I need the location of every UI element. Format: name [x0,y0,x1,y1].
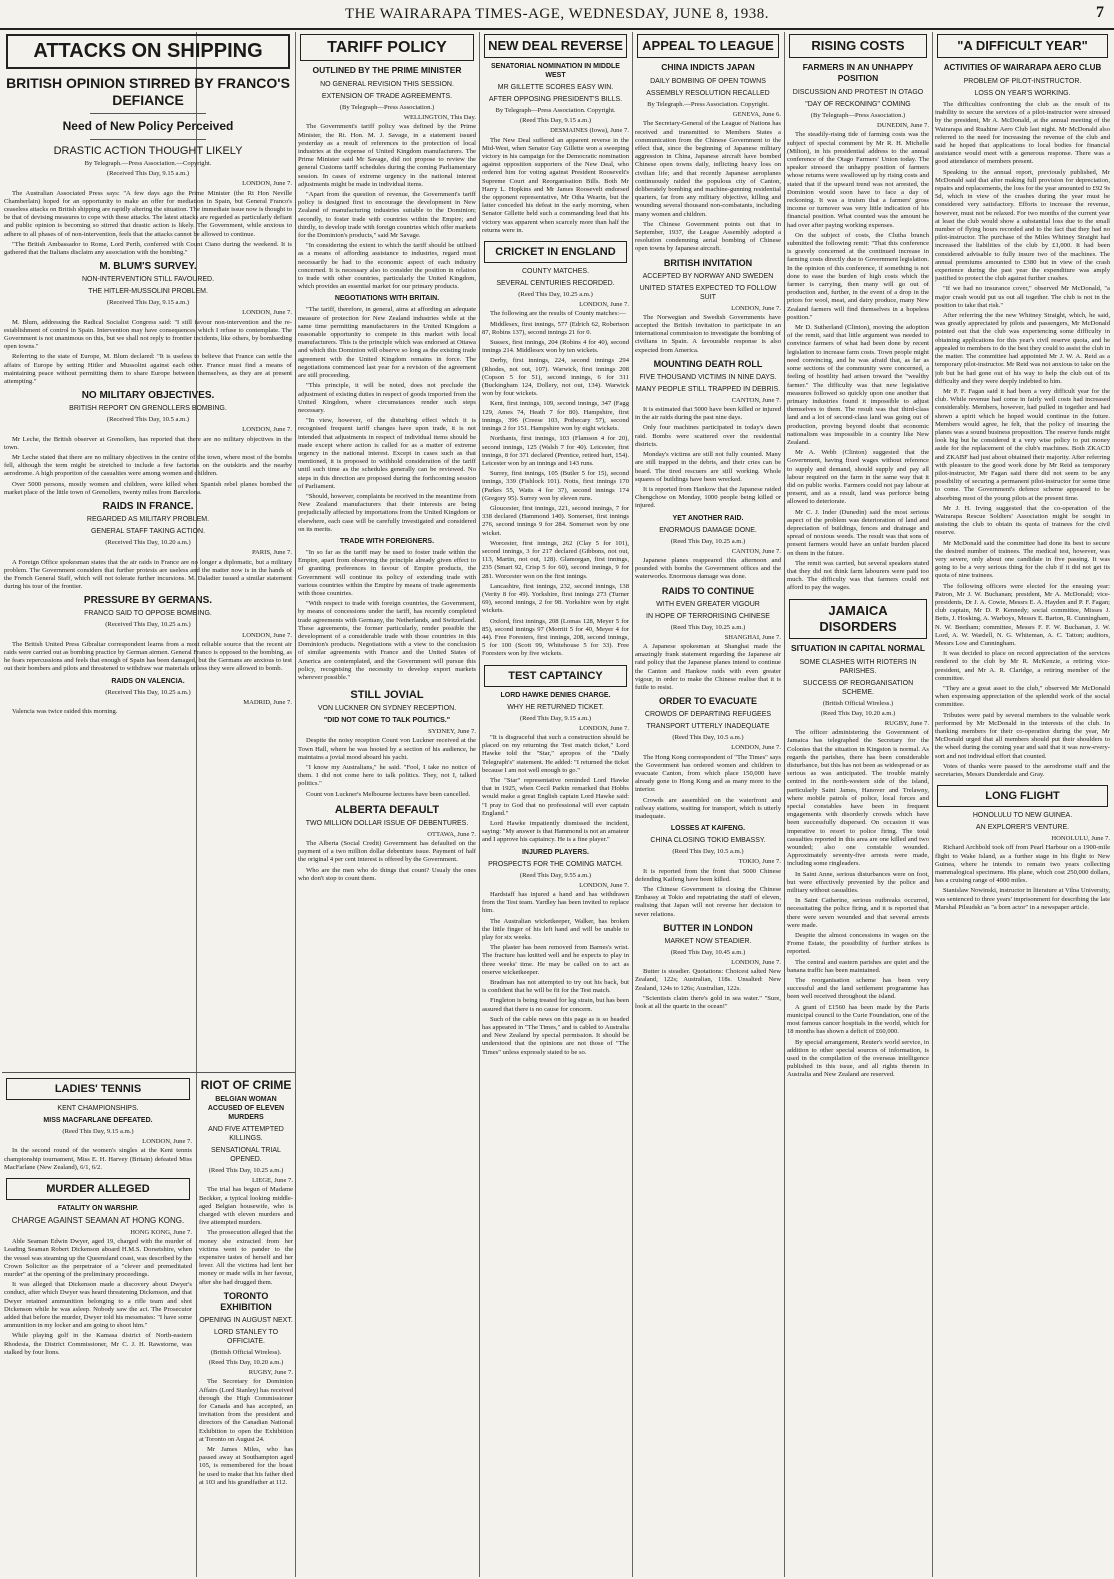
received: (Received This Day, 10.20 a.m.) [105,539,191,547]
paragraph: Worcester, first innings, 262 (Clay 5 for 101), second innings, 3 for 217 declared (Gibbons, not out, 113, Martin, not out, 128). Glamorgan, first innings, 235 (Smart 92, Crisp 5 for 60), second innings, 9 for 281. Worcester won on the first innings. [482,539,629,580]
subhead: SEVERAL CENTURIES RECORDED. [496,280,615,288]
subhead: PROSPECTS FOR THE COMING MATCH. [488,860,623,868]
subhead: LORD STANLEY TO OFFICIATE. [213,1328,279,1345]
section-rule [2,1072,295,1073]
paragraph: The central and eastern parishes are quiet and the banana traffic has been maintained. [787,958,929,974]
subhead: ACCEPTED BY NORWAY AND SWEDEN [642,272,774,280]
headline: RIOT OF CRIME [200,1078,292,1092]
paragraph: Mr Leche stated that there are no military objectives in the centre of the town, where most of the bombs fell, although the term might be stretched to include a few factories on the outskirts and the nearby aerodrome. A high proportion of the casualties were among women and children. [4,454,292,478]
subhead: CROWDS OF DEPARTING REFUGEES [644,711,772,719]
dateline: LONDON, June 7. [142,1138,192,1146]
paragraph: The Norwegian and Swedish Governments have accepted the British invitation to participate in an international commission to investigate the bombing of civilians in Spain. A favourable response is also expected from America. [635,313,781,354]
paragraph: "I know my Australians," he said. "Fool, I take no notice of them. I did not come here to talk politics. They, not I, talked politics." [298,764,476,788]
dateline: DUNEDIN, June 7. [876,122,929,130]
paragraph: The plaster has been removed from Barnes's wrist. The fracture has knitted well and he expects to play in three weeks' time. He may be called on to act as reserve wicketkeeper. [482,944,629,976]
paragraph: The prosecution alleged that the money she extracted from her victims went to pander to the expensive tastes of herself and her lover. All the victims had lent her money or made wills in her favour, after she had drugged them. [199,1229,293,1286]
paragraph: Richard Archbold took off from Pearl Harbour on a 1900-mile flight to Wake Island, as a further stage in his flight to New Guinea, where he intends to remain two years collecting mammalogical specimens. His plane, which cost 250,000 dollars, has a cruising range of 4000 miles. [935,844,1110,885]
headline: "A DIFFICULT YEAR" [937,34,1108,58]
page-number: 7 [1096,4,1104,21]
divider [90,139,205,140]
dateline: LONDON, June 7. [242,631,292,639]
deck: "DAY OF RECKONING" COMING [805,101,911,108]
paragraph: Surrey, first innings, 105 (Butler 5 for 15), second innings, 339 (Fishlock 101). Notts, first innings 170 (Parkes 55, Watts 4 for 37), second innings 174 (Gregory 95). Surrey won by eleven runs. [482,470,629,502]
paragraph: Oxford, first innings, 208 (Lomas 128, Meyer 5 for 85), second innings 97 (Morritt 5 for 40, Meyer 4 for 44). Free Foresters, first innings, 208, second innings, 5 for 100 (Scott 99, Whitehouse 5 for 33). Free Foresters won by five wickets. [482,617,629,658]
article-tariff [298,34,476,1576]
paragraph: A grant of £1560 has been made by the Paris municipal council to the Curie Foundation, one of the most famous cancer hospitals in the world, which for 18 months has shown a deficit of £60,000. [787,1003,929,1036]
headline: CRICKET IN ENGLAND [484,241,627,263]
headline: TEST CAPTAINCY [484,665,627,687]
paragraph: Count von Luckner's Melbourne lectures have been cancelled. [306,790,471,798]
paragraph: In the second round of the women's singles at the Kent tennis championship tournament, Miss E. H. Harvey (Britain) defeated Miss MacFarlane (New Zealand), 6/1, 6/2. [4,1147,192,1171]
subhead: MANY PEOPLE STILL TRAPPED IN DEBRIS. [635,385,781,393]
deck: ACTIVITIES OF WAIRARAPA AERO CLUB [943,63,1102,72]
headline: MURDER ALLEGED [6,1178,190,1200]
dateline: LONDON, June 7. [579,881,629,889]
subhead: VON LUCKNER ON SYDNEY RECEPTION. [317,705,457,713]
article-tennis-murder [4,1078,192,1576]
paragraph: Sussex, first innings, 204 (Robins 4 for 40), second innings 214. Middlesex won by ten wickets. [482,339,629,355]
paragraph: Fingleton is being treated for leg strain, but has been assured that there is no cause for concern. [482,997,629,1013]
deck: Need of New Policy Perceived [62,119,234,133]
received: (Reed This Day, 10.20 a.m.) [820,709,896,717]
deck: SENATORIAL NOMINATION IN MIDDLE WEST [491,63,620,79]
dateline: LIEGE, June 7. [251,1177,293,1185]
credit: (By Telegraph—Press Association.) [339,104,435,111]
paragraph: Derby, first innings, 224, second innings 294 (Rhodes, not out, 107). Warwick, first innings 208 (Copson 5 for 51), second innings, 6 for 311 (Buckingham 124, Dollery, not out, 134). Warwick won by four wickets. [482,357,629,398]
paragraph: The Hong Kong correspondent of "The Times" says the Government has ordered women and children to evacuate Canton, from which place 150,000 have already gone to Hong Kong and as many more to the interior. [635,753,781,794]
paragraph: It is reported from Hankow that the Japanese raided Chengchow on Monday, 1000 people being killed or injured. [635,485,781,510]
paragraph: The officer administering the Government of Jamaica has telegraphed the Secretary for the Colonies that the situation in Kingston is normal. As regards the parishes, there has been considerable disturbance, but this has not been as widespread or as serious as was anticipated. The trouble mainly centred in the north-western side of the island, particularly Saint James, Hanover and Trelawny, where mobile patrols of police, local forces and special constables have been in frequent engagements with disorderly crowds which have been successfully dispersed. On occasion it was imperative to resort to police firing. The total casualties reported in this area are one killed and two wounded; also one constable wounded. Approximately seventy-five arrests were made, including some ringleaders. [787,729,929,868]
paragraph: "If we had no insurance cover," observed Mr McDonald, "a major crash would put us out all together. The club is not in the position to take that risk." [935,285,1110,309]
paragraph: Such of the cable news on this page as is so headed has appeared in "The Times," and is cabled to Australia and New Zealand by special permission. It should be understood that the opinions are not those of "The Times" unless expressly stated to be so. [482,1015,629,1056]
paragraph: Crowds are assembled on the waterfront and railway stations, waiting for transport, which is utterly inadequate. [635,796,781,820]
subhead: LOSSES AT KAIFENG. [670,825,746,833]
dateline: DESMAINES (Iowa), June 7. [550,127,629,135]
dateline: CANTON, June 7. [731,396,781,404]
paragraph: "They are a great asset to the club," observed Mr McDonald when expressing appreciation of the splendid work of the social committee. [935,685,1110,709]
subhead: COUNTY MATCHES. [521,268,590,276]
subhead: SENSATIONAL TRIAL OPENED. [211,1147,281,1163]
deck: DRASTIC ACTION THOUGHT LIKELY [53,145,243,157]
paragraph: "With respect to trade with foreign countries, the Government, by means of concessions under the tariff, has recently completed trade agreements with Germany, the Netherlands, and Switzerland. These agreements, the former particularly, render possible the development of a considerable trade with those countries in this Dominion's products. Negotiations with a view to the conclusion of similar agreements with France and the United States of America are contemplated, and the Government will pursue this policy, recognising the necessity to develop export markets wherever possible." [298,600,476,681]
paragraph: Japanese planes reappeared this afternoon and pounded with bombs the Government offices and the waterworks. Enormous damage was done. [635,556,781,581]
article-aero [935,34,1110,1576]
paragraph: Stanislaw Nowinski, instructor in literature at Vilna University, was sentenced to three years' imprisonment for describing the late Marshal Pilsudski as "a born actor" in a newspaper article. [935,887,1110,911]
subhead: ENORMOUS DAMAGE DONE. [659,526,757,534]
subhead: IN HOPE OF TERRORISING CHINESE [646,612,770,620]
paragraph: The Alberta (Social Credit) Government has defaulted on the payment of a two million dollar debenture issue. Payment of half the original 4 per cent interest is offered by the Government. [298,840,476,864]
received: (Received This Day, 10.25 a.m.) [105,621,191,629]
received: (Received This Day, 9.15 a.m.) [106,299,190,307]
paragraph: After referring the the new Whitney Straight, which, he said, was greatly appreciated by pilots and passengers, Mr McDonald pointed out that the club was experiencing some difficulty in obtaining applications for this year's civil reserve quota, and he appealed to members to do the best they could to assist the club in the matter. The committee had appointed Mr J. W. A. Reid as a temporary pilot-instructor. Mr Reid was not anxious to take on the job but he had gone out of his way to help the club out of its difficulty and they were deeply indebted to him. [935,312,1110,385]
subhead: ORDER TO EVACUATE [658,696,757,707]
dateline: LONDON, June 7. [242,309,292,317]
dateline: LONDON, June 7. [731,744,781,752]
paragraph: On the subject of costs, the Clutha branch submitted the following remit: "That this conference is gravely concerned at the continued increase in farming costs directly due to Government legislation. In the opinion of this conference, if something is not done to ease the burden of high costs which the farmer is carrying, then many will go out of production and, further, in the event of a drop in the prices for wool, meat, and dairy produce, many New Zealand farmers will find themselves in a hopeless position." [787,231,929,321]
deck: MR GILLETTE SCORES EASY WIN. [497,84,614,91]
subhead: WITH EVEN GREATER VIGOUR [656,600,760,608]
article-costs [787,34,929,1576]
dateline: OTTAWA, June 7. [427,830,476,838]
deck: NO GENERAL REVISION THIS SESSION. [320,81,454,88]
paragraph: "In view, however, of the disturbing effect which it is recognised frequent tariff changes have upon trade, it is not intended that adjustments in respect of individual items should be made except where action is called for as a matter of extreme urgency in the national interest. Except in cases such as that mentioned, it is proposed to withhold consideration of the tariff until such time as the schedules generally can be reviewed. No steps in this direction are proposed during the forthcoming session of Parliament. [298,417,476,490]
subhead: CHINA CLOSING TOKIO EMBASSY. [650,837,766,845]
paragraph: The reorganisation scheme has been very successful and the land settlement programme has been well received throughout the island. [787,977,929,1001]
paragraph: Able Seaman Edwin Dwyer, aged 19, charged with the murder of Leading Seaman Robert Dickenson aboard H.M.S. Dorsetshire, when the vessel was steaming up the Queensland coast, was described by the Crown Solicitor as the perpetrator of a "clever and premeditated murder" at the opening of the preliminary proceedings. [4,1238,192,1279]
dateline: GENEVA, June 6. [732,111,781,119]
received: (Reed This Day, 10.5 a.m.) [672,734,744,742]
subhead: BRITISH REPORT ON GRENOLLERS BOMBING. [69,405,227,413]
dateline: HONOLULU, June 7. [1051,835,1110,843]
paragraph: "In so far as the tariff may be used to foster trade within the Empire, apart from observing the principle already given effect to of granting preferences in favour of Empire products, the Government will continue its policy of extending trade with various countries within the Empire by means of trade agreements with those countries. [298,548,476,597]
column-rule [295,32,296,1577]
paragraph: Valencia was twice raided this morning. [12,707,118,715]
paragraph: The remit was carried, but several speakers stated that they did not think farm labourers were paid too much. The difficulty was that farmers could not afford to pay the wages. [787,559,929,592]
dateline: RUGBY, June 7. [884,719,929,727]
subhead: BELGIAN WOMAN ACCUSED OF ELEVEN MURDERS [207,1096,285,1121]
paragraph: It was decided to place on record appreciation of the services rendered to the club by Mr R. McKenzie, a retiring vice-president, and Mr A. R. Claridge, a retiring member of the committee. [935,650,1110,682]
received: (Reed This Day, 10.25 a.m.) [670,623,746,631]
paragraph: The Chinese Government points out that in September, 1937, the League Assembly adopted a resolution condemning aerial bombing of Chinese open towns by Japanese aircraft. [635,220,781,253]
paragraph: Bradman has not attempted to try out his back, but is confident that he will be fit for the Test match. [482,979,629,995]
paragraph: Mr P. F. Fagan said it had been a very difficult year for the club. While revenue had come in fairly well costs had increased considerably. Members, however, had pulled in together and had shown a spirit which he hoped would continue in the future. Members would agree, he felt, that the policy of insuring the planes was a sound business proposition. The reserve funds might look big but he considered it a very wise policy to put money aside for the replacement of the club's machines. Both ZKACD and ZKABF had just about obtained their majority. After referring with pleasure to the good work done by Mr Reid as temporary pilot-instructor, Mr Fagan said there did not seem to be any possibility of securing a permanent pilot-instructor for some time to come. The Government's defence scheme appeared to be absorbing most of the young pilots at the present time. [935,387,1110,502]
paragraph: Gloucester, first innings, 221, second innings, 7 for 338 declared (Hammond 140). Somerset, first innings 276, second innings 9 for 284. Somerset won by one wicket. [482,504,629,537]
divider [90,113,205,114]
received: (Reed This Day, 9.15 a.m.) [62,1128,134,1135]
deck: LOSS ON YEAR'S WORKING. [974,90,1071,97]
paragraph: The Secretary for Dominion Affairs (Lord Stanley) has received through the High Commissioner for Canada and has accepted, an invitation from the president and directors of the Canadian National Exhibition to open the Exhibition at Toronto on August 24. [199,1378,293,1443]
credit: (By Telegraph—Press Association.) [810,112,906,119]
subhead: RAIDS ON VALENCIA. [111,677,185,685]
article-league [635,34,781,1576]
dateline: LONDON, June 7. [242,180,292,188]
article-newdeal [482,34,629,1576]
paragraph: The Australian wicketkeeper, Walker, has broken the little finger of his left hand and will be unable to play for six weeks. [482,917,629,942]
paragraph: The Australian Associated Press says: "A few days ago the Prime Minister (the Rt Hon Neville Chamberlain) hoped for an opportunity to make an offer for mediation in Spain, but General Franco's ceaseless attacks on British shipping are rapidly altering the situation. The immediate issue now is thought to be that of devising measures to cope with these attacks. The latest attacks are regarded as particularly defiant and public opinion is becoming so stirred that drastic action is likely. The Government, while anxious to adhere to all phases of of non-intervention, feels that the attacks cannot be allowed to continue. [4,189,292,238]
paragraph: By special arrangement, Reuter's world service, in addition to other special sources of information, is used in the compilation of the overseas intelligence published in this issue, and all rights therein in Australia and New Zealand are reserved. [787,1038,929,1079]
paragraph: The "Star" representative reminded Lord Hawke that in 1925, when Cecil Parkin remarked that Hobbs would make a great English captain Lord Hawke said: "I pray to God that no professional will ever captain England." [482,777,629,817]
paragraph: The following are the results of County matches:— [490,310,626,318]
column-rule [932,32,933,1577]
paragraph: The Secretary-General of the League of Nations has received and transmitted to Members States a communication from the Chinese Government to the effect that, since the beginning of Japanese military aggression in China, Japanese aircraft have bombed Chinese open towns daily, inflicting heavy loss on civilian life; and that recently Japanese aeroplanes continuously raided the populous city of Canton, deliberately bombing and machine-gunning residential quarters, far from any military objective, killing and wounding several thousand non-combatants, including many women and children. [635,120,781,218]
subhead: PRESSURE BY GERMANS. [83,595,213,607]
subhead: NON-INTERVENTION STILL FAVOURED. [81,276,215,284]
subhead: KENT CHAMPIONSHIPS. [57,1105,139,1112]
subhead: BRITISH INVITATION [663,257,753,268]
dateline: LONDON, June 7. [579,301,629,309]
paragraph: Who are the men who do things that count? Usualy the ones who don't stop to count them. [298,866,476,882]
deck: EXTENSION OF TRADE AGREEMENTS. [321,93,453,100]
subhead: CHARGE AGAINST SEAMAN AT HONG KONG. [11,1216,185,1226]
deck: BRITISH OPINION STIRRED BY FRANCO'S DEFIANCE [6,75,290,108]
paragraph: Kent, first innings, 109, second innings, 347 (Fagg 129, Ames 74, Heath 7 for 80). Hampshire, first innings, 396 (Creese 103, Pothecary 57), second innings 2 for 151. Hampshire won by eight wickets. [482,400,629,433]
dateline: PARIS, June 7. [251,549,292,557]
subhead: NO MILITARY OBJECTIVES. [81,390,215,402]
subhead: "DID NOT COME TO TALK POLITICS." [323,717,451,725]
paragraph: Tributes were paid by several members to the valuable work performed by Mr McDonald in the interests of the club. In thanking members for their co-operation during the year, Mr McDonald urged that all members should put their shoulders to the wheel during the coming year and said that it was now-every-sort and not individual effort that counted. [935,711,1110,760]
paragraph: Despite the noisy reception Count von Luckner received at the Town Hall, where he was hooted by a section of his audience, he maintains a jovial mood aboard his yacht. [298,737,476,761]
received: (Reed This Day, 9.55 a.m.) [519,871,592,879]
deck: DAILY BOMBING OF OPEN TOWNS [650,78,766,85]
paragraph: "This principle, it will be noted, does not preclude the adjustment of existing duties in respect of goods imported from the United Kingdom, where circumstances render such steps necessary. [298,382,476,414]
subhead: RAIDS TO CONTINUE [661,585,755,596]
subhead: MARKET NOW STEADIER. [664,937,752,945]
deck: CHINA INDICTS JAPAN [661,62,755,72]
paragraph: Butter is steadier. Quotations: Choicest salted New Zealand, 122s; Australian, 118s. Unsalted: New Zealand, 124s to 126s; Australian, 122s. [635,968,781,992]
paragraph: Mr A. Webb (Clinton) suggested that the Government, having fixed wages without reference to supply and demand, should supply and pay all labour required on the farm in the same way that it did on public works. Farmers could not pay labour at present, and as a result, land was perforce being allowed to deteriorate. [787,449,929,506]
column-rule [632,32,633,1577]
dateline: LONDON, June 7. [242,426,292,434]
subhead: MISS MACFARLANE DEFEATED. [43,1117,153,1124]
subhead: YET ANOTHER RAID. [672,514,744,522]
paragraph: "It is disgraceful that such a construction should be placed on my returning the Test match ticket," Lord Hawke told the "Star," apropos of the "Daily Telegraph's" statement. He added: "I returned the ticket because I am not well enough to go." [482,733,629,774]
dateline: MADRID, June 7. [243,698,292,706]
deck: OUTLINED BY THE PRIME MINISTER [312,65,462,75]
subhead: M. BLUM'S SURVEY. [99,261,197,273]
received: (Reed This Day, 9.15 a.m.) [519,714,592,722]
paragraph: "The tariff, therefore, in general, aims at affording an adequate measure of protection for New Zealand industries while at the same time permitting manufacturers in the United Kingdom a reasonable opportunity to compete in this market with local manufacturers. This is the principle which was endorsed at Ottawa and which this Dominion will observe so long as the existing trade agreement with the United Kingdom remains in force. The negotiations commenced last year for a revision of the agreement are still proceeding. [298,306,476,380]
dateline: RUGBY, June 7. [248,1369,293,1377]
paragraph: M. Blum, addressing the Radical Socialist Congress said: "I still favour non-intervention and the re-establishment of control in Spain. Intervention may have consequences which I refuse to contemplate. The Government is not unanimous on this, but we shall not reply to frontier incidents, like others, by bombarding open towns." [4,318,292,351]
deck: DISCUSSION AND PROTEST IN OTAGO [792,89,924,96]
received: (Reed This Day, 10.5 a.m.) [672,848,744,856]
masthead-title: THE WAIRARAPA TIMES-AGE, WEDNESDAY, JUNE 8, 1938. [345,6,769,22]
dateline: SYDNEY, June 7. [428,728,476,736]
subhead: TWO MILLION DOLLAR ISSUE OF DEBENTURES. [305,819,469,827]
masthead [0,0,1114,30]
deck: SITUATION IN CAPITAL NORMAL [790,642,926,653]
headline: LADIES' TENNIS [6,1078,190,1100]
paragraph: The following officers were elected for the ensuing year: Patron, Mr J. W. Buchanan; president, Mr A. McDonald; vice-presidents, Dr J. A. Cowie, Messrs E. A. Hayden and P. F. Fagan; club captain, Mr D. P. Kennedy; social committee, Misses J. Betts, J. Hosking, A. Warboys, Messrs E. Barton, R. Cunningham, N. W. Beetham; committee, Messrs F. F. W. Buchanan, J. W. Lord, A. W. Wardell, N. G. Whiteman, A. C. Tatton; auditors, Messrs Low and Cunningham. [935,582,1110,647]
received: (Reed This Day, 10.25 a.m.) [670,537,746,545]
dateline: CANTON, June 7. [731,547,781,555]
paragraph: The steadily-rising tide of farming costs was the subject of special comment by Mr R. H. Michelle (Milton), in his presidential address to the annual conference of the Otago Farmers' Union today. The speaker stressed the unhappy position of farmers whose returns were swallowed up by rising costs and stated that if the upward trend was not arrested, the Dominion would soon have to face a day of reckoning. It was a truism that a farmers' gross income or turnover was very little indication of his financial position. What counted was the amount he had over after paying working expenses. [787,131,929,229]
subhead: OPENING IN AUGUST NEXT. [199,1316,293,1324]
paragraph: In Saint Catherine, serious outbreaks occurred, necessitating the police firing, and it is reported that there were seven wounded and that several arrests were made. [787,897,929,929]
subhead: AN EXPLORER'S VENTURE. [975,824,1070,832]
paragraph: Mr C. J. Inder (Dunedin) said the most serious aspect of the problem was deterioration of land and depreciation of buildings, fences and drainage and spread of noxious weeds. The result was that sons of present farmers would have an unfair burden placed on them in the future. [787,508,929,557]
paragraph: Northants, first innings, 103 (Flamson 4 for 20), second innings, 125 (Walsh 7 for 40). Leicester, first innings, 8 for 371 declared (Prentice, retired hurt, 154). Leicester won by an innings and 143 runs. [482,435,629,467]
received: (Received This Day, 9.15 a.m.) [106,170,190,178]
subhead: INJURED PLAYERS. [521,848,590,856]
paragraph: The difficulties confronting the club as the result of its inability to secure the services of a pilot-instructor were stressed by the president, Mr A. McDonald, at the annual meeting of the Wairarapa and Ruahine Aero Club last night. Mr McDonald also referred to the need for increasing the revenue of the club and said he hoped that applications to local bodies for financial assistance would meet with a generous response. There was a good attendance of members present. [935,101,1110,166]
received: (Received This Day, 10.5 a.m.) [106,416,190,424]
paragraph: Despite the almost concessions in wages on the Frome Estate, the possibility of further strikes is reported. [787,932,929,956]
received: (Reed This Day, 10.25 a.m.) [208,1167,284,1174]
paragraph: A Japanese spokesman at Shanghai made the amazingly frank statement regarding the Japanese air raid policy that the Japanese planes intend to continue the Canton and Hankow raids with even greater vigour, in order to make the Chinese realise that it is futile to resist. [635,642,781,691]
paragraph: Mr D. Sutherland (Clinton), moving the adoption of the remit, said that little argument was needed to convince farmers of what had been done by recent legislation to increase farm costs. Town people might need convincing, and he was afraid that, as far as some sections of the community were concerned, a feeling of hostility had arisen toward the "wealthy farmer." The difficulty was that new legislative measures followed so quickly upon one another that primary industries found it impossible to adjust themselves to them. The result was that third-class land and a lot of second-class land was going out of production, proving beyond doubt that economic nationalism was impossible in a country like New Zealand. [787,324,929,446]
subhead: TRADE WITH FOREIGNERS. [339,537,435,545]
headline: ATTACKS ON SHIPPING [6,34,290,69]
paragraph: "Scientists claim there's gold in sea water." "Sure, look at all the quartz in the ocean!" [635,994,781,1011]
subhead: UNITED STATES EXPECTED TO FOLLOW SUIT [639,284,777,301]
received: (Received This Day, 10.25 a.m.) [105,688,191,696]
subhead: NEGOTIATIONS WITH BRITAIN. [334,295,440,303]
paragraph: Referring to the state of Europe, M. Blum declared: "It is useless to believe that France can settle the affairs of Europe by setting Hitler and Mussolini against each other. France must find a means of maintaining peace without permitting them to share Europe between themselves, as they are at present attempting." [4,353,292,386]
deck: FARMERS IN AN UNHAPPY POSITION [802,62,914,83]
paragraph: In Saint Anne, serious disturbances were on foot, but were effectively prevented by the police and military without casualties. [787,870,929,895]
headline: LONG FLIGHT [937,785,1108,807]
subhead: MOUNTING DEATH ROLL [653,358,763,369]
dateline: WELLINGTON, This Day. [403,114,476,122]
received: (Reed This Day, 10.20 a.m.) [208,1359,284,1367]
deck: PROBLEM OF PILOT-INSTRUCTOR. [963,78,1082,85]
paragraph: It was alleged that Dickenson made a discovery about Dwyer's conduct, after which Dwyer was heard threatening Dickenson, and that Dwyer retained ammunition belonging to a rifle team and shot Dickenson while he was asleep. Nobody saw the act. The Prosecutor added that before the murder, Dwyer told his messmates: "I have some ammunition in my locker and am going to shoot him." [4,1281,192,1330]
subhead: GENERAL STAFF TAKING ACTION. [90,528,206,536]
paragraph: "In considering the extent to which the tariff should be utilised as a means of affording assistance to industries, regard must necessarily be had to the economic aspect of each industry concerned. It is necessary also to consider the position in relation to trade with other countries, particularly the United Kingdom, which provides an essential market for our primary products. [298,242,476,291]
subhead: LORD HAWKE DENIES CHARGE. [500,691,611,699]
credit: By Telegraph.—Press Association.—Copyright. [84,160,212,167]
paragraph: The trial has begun of Madame Beckker, a typical looking middle-aged Belgian housewife, who is charged with eleven murders and five attempted murders. [199,1186,293,1227]
deck: SOME CLASHES WITH RIOTERS IN PARISHES. [799,658,917,675]
deck: SUCCESS OF REORGANISATION SCHEME. [802,679,914,696]
deck: ASSEMBLY RESOLUTION RECALLED [646,90,770,97]
paragraph: Only four machines participated in today's dawn raid. Bombs were scattered over the residential districts. [635,424,781,448]
headline: STILL JOVIAL [350,689,424,702]
deck: AFTER OPPOSING PRESIDENT'S BILLS. [488,96,623,103]
headline: RISING COSTS [789,34,927,58]
paragraph: Votes of thanks were passed to the aerodrome staff and the secretaries, Messrs Dunderdale and Gray. [935,762,1110,779]
dateline: LONDON, June 7. [731,959,781,967]
subhead: TRANSPORT UTTERLY INADEQUATE [646,723,770,731]
paragraph: "The British Ambassador to Rome, Lord Perth, conferred with Count Ciano during the weekend. It is gathered that the Italians disclaim any association with the bombing." [4,240,292,257]
column-rule [479,32,480,1577]
dateline: HONG KONG, June 7. [130,1229,192,1237]
headline: ALBERTA DEFAULT [334,803,440,816]
subhead: FATALITY ON WARSHIP. [57,1205,139,1213]
subhead: BUTTER IN LONDON [663,922,753,933]
paragraph: Mr Leche, the British observer at Grenollers, has reported that there are no military objectives in the town. [4,435,292,451]
credit: (British Official Wireless.) [822,699,894,707]
subhead: THE HITLER-MUSSOLINI PROBLEM. [88,288,208,296]
paragraph: The Government's tariff policy was defined by the Prime Minister, the Rt. Hon. M. J. Savage, in a statement issued yesterday as a result of references to the protection of local industries at the expense of United Kingdom manufacturers. The Prime Minister said Mr Savage, did not propose to review the general Customs tariff schedules during the coming Parliamentary session. In cases of extreme urgency in the national interest adjustments might be made in individual items. [298,123,476,188]
credit: By Telegraph.—Press Association. Copyright. [647,101,769,108]
dateline: LONDON, June 7. [579,724,629,732]
subhead: WHY HE RETURNED TICKET. [507,703,604,711]
headline: NEW DEAL REVERSE [484,34,627,58]
column-rule [784,32,785,1577]
subhead: AND FIVE ATTEMPTED KILLINGS. [208,1126,284,1142]
paragraph: The Chinese Government is closing the Chinese Embassy at Tokio and repatriating the staff of eleven, realising that Japan will not reverse her decision to sever relations. [635,886,781,918]
paragraph: The New Deal suffered an apparent reverse in the Mid-West, when Senator Guy Gillette won a sweeping victory in his campaign for the Democratic nomination against opposition supporters of the New Deal, who ordered him for voting against President Roosevelt's Supreme Court and Reorganisation Bills. Both Mr Harry L. Hopkins and Mr James Roosevelt endorsed the opponent representative, Mr Otha Wearin, but the latter conceded his defeat in the early morning, when Senator Gillette held such a commanding lead that his victory was apparent when scarcely more than half the returns were in. [482,136,629,234]
paragraph: A Foreign Office spokesman states that the air raids in France are no longer a diplomatic, but a military problem. The Government considers that further protests are useless and the matter now is in the hands of the French General Staff, which will not tolerate further incursions. M. Daladier issued a similar statement during his tour of the frontier. [4,558,292,591]
article-crime [199,1078,293,1576]
credit: (British Official Wireless). [210,1348,282,1356]
received: (Reed This Day, 9.15 a.m.) [519,117,592,125]
subhead: FIVE THOUSAND VICTIMS IN NINE DAYS. [639,373,777,381]
paragraph: Mr J. H. Irving suggested that the co-operation of the Wairarapa Rescue Soldiers' Association might be sought in assisting the club to obtain its quota of trainees for the civil reserve. [935,504,1110,537]
paragraph: While playing golf in the Kamasa district of North-eastern Rhodesia, the District Commissioner, Mr C. J. H. Rawstorne, was stalked by four lions. [4,1332,192,1356]
headline: JAMAICA DISORDERS [789,599,927,639]
subhead: HONOLULU TO NEW GUINEA. [972,812,1073,820]
paragraph: "Apart from the question of revenue, the Government's tariff policy is designed first to encourage the development in New Zealand of manufacturing industries suitable to the Dominion; secondly, to foster trade with countries within the Empire; and thirdly, to develop trade with foreign countries which offer markets for the Dominion's products," said Mr Savage. [298,191,476,240]
paragraph: Mr James Miles, who has passed away at Southampton aged 105, is remembered for the boast he used to make that his father died at 103 and his grandfather at 112. [199,1446,293,1486]
paragraph: Mr McDonald said the committee had done its best to secure the desired number of trainees. The medical test, however, was very severe, only about one candidate in five passing. It was going to be a very serious thing for the club if it did not get its quota of nine trainees. [935,539,1110,580]
subhead: RAIDS IN FRANCE. [102,501,194,513]
subhead: REGARDED AS MILITARY PROBLEM. [86,516,210,524]
paragraph: Over 5000 persons, mostly women and children, were killed when Spanish rebel planes bombed the market place of the little town of Grenollers, twenty miles from Barcelona. [4,480,292,496]
article-shipping [4,34,292,1068]
paragraph: It is estimated that 5000 have been killed or injured in the air raids during the past nine days. [635,406,781,422]
headline: APPEAL TO LEAGUE [637,34,779,58]
dateline: TOKIO, June 7. [738,858,781,866]
subhead: FRANCO SAID TO OPPOSE BOMBING. [84,610,212,618]
paragraph: Monday's victims are still not fully counted. Many are still trapped in the debris, and their cries can be heard. The tired rescuers are still working. Whole squares of buildings have been wrecked. [635,451,781,483]
paragraph: Lord Hawke impatiently dismissed the incident, saying: "My answer is that Hammond is not an amateur and I approve his captaincy. He is a fine player." [482,820,629,844]
paragraph: Hardstaff has injured a hand and has withdrawn from the Test team. Yardley has been invited to replace him. [482,891,629,915]
dateline: SHANGHAI, June 7. [724,633,781,641]
received: (Reed This Day, 10.45 a.m.) [670,948,746,956]
received: (Reed This Day, 10.25 a.m.) [518,291,593,299]
paragraph: Middlesex, first innings, 577 (Edrich 62, Robertson 87, Robins 137), second innings 21 for 0. [482,320,629,336]
credit: By Telegraph—Press Association. Copyright. [495,107,616,114]
paragraph: "Should, however, complaints be received in the meantime from New Zealand manufacturers that their interests are being prejudicially affected by importations from the United Kingdom or elsewhere, each case will be carefully investigated and considered on its merits. [298,492,476,533]
dateline: LONDON, June 7. [731,304,781,312]
paragraph: It is reported from the front that 5000 Chinese defending Kaifeng have been killed. [635,867,781,883]
paragraph: Speaking to the annual report, previously published, Mr McDonald said that after making full provision for depreciation, repairs and replacements, the loss for the year amounted to £92 9s 5d, which in view of the crashes during the year must be considered very satisfactory. Efforts to increase the revenue, however, must not be relaxed. For two months of the current year at least the club would show a substantial loss due to the small number of flying hours recorded and to the fact that they had no pilot-instructor. The purchase of the Miles Whitney Straight had increased the liabilities of the club by £1,000. It had been considered advisable to fully insure two of the machines. The annual premiums amounted to £380 but in view of the crash experience during the past year the expenditure was amply justified to protect the club against further crashes. [935,168,1110,283]
paragraph: Lancashire, first innings, 232, second innings, 138 (Verity 8 for 49). Yorkshire, first innings 273 (Turner 69), second innings, 2 for 98. Yorkshire won by eight wickets. [482,582,629,615]
subhead: TORONTO EXHIBITION [220,1290,272,1312]
paragraph: The British United Press Gibraltar correspondent learns from a most reliable source that the recent air raids were carried out as bombing practice by German airmen. General Franco is opposed to the bombing, as he fears repercussions and feels that enough of Spain has been damaged, but the Germans are anxious to test out their bombers and pilots and threatened to withdraw war materials unless they were allowed to bomb. [4,640,292,673]
headline: TARIFF POLICY [300,34,474,61]
